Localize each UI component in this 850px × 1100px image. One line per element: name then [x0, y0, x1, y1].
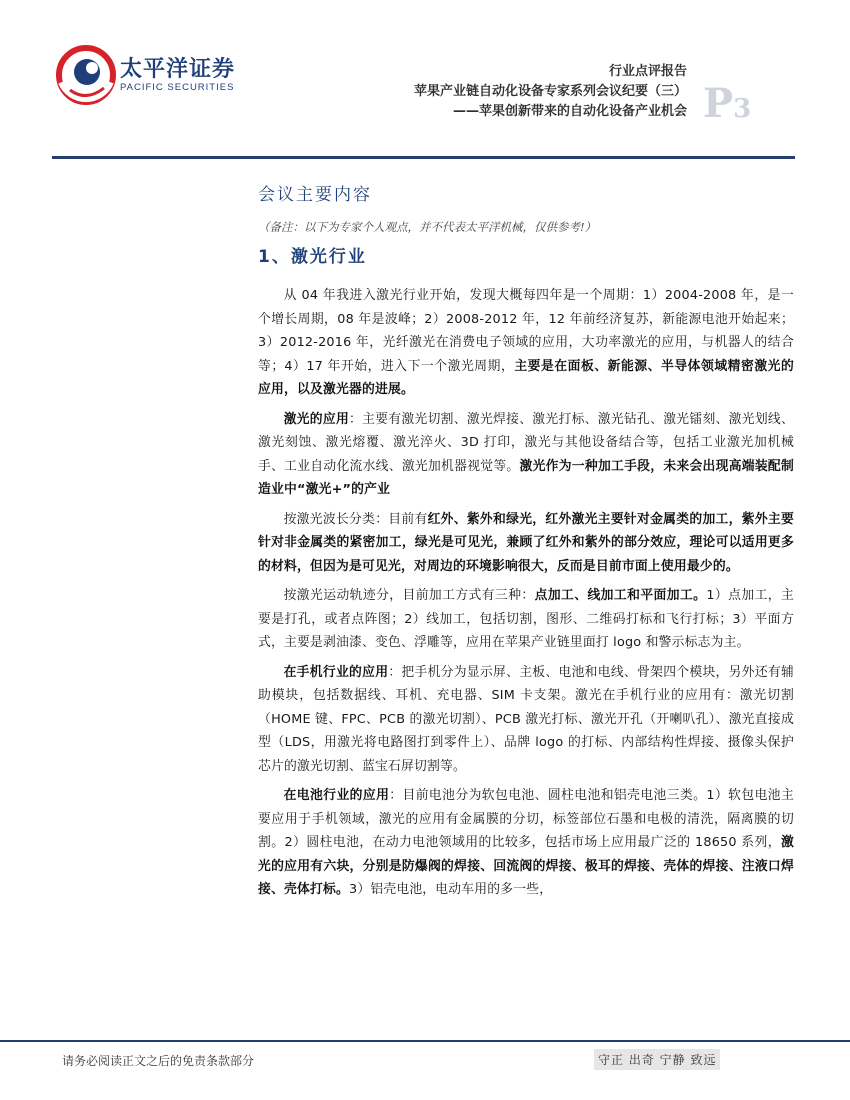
report-title: 苹果产业链自动化设备专家系列会议纪要（三）: [413, 84, 687, 99]
company-logo: [56, 42, 236, 108]
text-run: 从 04 年我进入激光行业开始，发现大概每四年是一个周期：1）2004-2008 年，是一个增长周期，08 年是波峰；2）2008-2012 年，12 年前经济复苏，新能源电池开始起来；3）2012-2016 年，光纤激光在消费电子领域的应用，大功率激光的应用，与机器人的结合等；4）17 年开始，进入下一个激光周期，: [258, 288, 794, 374]
logo-english-name: PACIFIC SECURITIES: [120, 82, 235, 93]
footer-disclaimer-notice: 请务必阅读正文之后的免责条款部分: [62, 1054, 255, 1068]
report-type-label: 行业点评报告: [608, 64, 687, 79]
section-title: 会议主要内容: [258, 185, 372, 205]
paragraph-laser-cycle: [258, 284, 794, 402]
emphasis-run: 在手机行业的应用: [283, 664, 389, 680]
paragraph-motion-track: [258, 584, 794, 655]
expert-disclaimer: （备注：以下为专家个人观点，并不代表太平洋机械，仅供参考!）: [258, 220, 597, 234]
main-content: [258, 180, 794, 902]
emphasis-run: 红外、紫外和绿光，红外激光主要针对金属类的加工，紫外主要针对非金属类的紧密加工，绿光是可见光，兼顾了红外和紫外的部分效应，理论可以适用更多的材料，但因为是可见光，对周边的环境影响很大，反而是目前市面上使用最少的。: [258, 511, 794, 574]
text-run: 按激光波长分类：目前有: [283, 511, 428, 527]
pacific-logo-icon: [56, 42, 116, 108]
logo-chinese-name: 太平洋证券: [120, 57, 236, 82]
footer-motto: 守正 出奇 宁静 致远: [594, 1049, 720, 1070]
text-run: ：目前电池分为软包电池、圆柱电池和铝壳电池三类。1）软包电池主要应用于手机领域，激光的应用有金属膜的分切，标签部位石墨和电极的清洗，隔离膜的切割。2）圆柱电池，在动力电池领域用的比较多，包括市场上应用最广泛的 18650 系列，: [258, 788, 794, 850]
text-run: 3）铝壳电池，电动车用的多一些，: [348, 882, 553, 897]
emphasis-run: 在电池行业的应用: [283, 788, 390, 803]
text-run: ：把手机分为显示屏、主板、电池和电线、骨架四个模块，另外还有辅助模块，包括数据线、耳机、充电器、SIM 卡支架。激光在手机行业的应用有：激光切割（HOME 键、FPC、PCB 的激光切割）、PCB 激光打标、激光开孔（开喇叭孔）、激光直接成型（LDS，用激光将电路图打到零件上）、品牌 logo 的打标、内部结构性焊接、摄像头保护芯片的激光切割、蓝宝石屏切割等。: [258, 664, 794, 774]
subsection-title: 1、激光行业: [258, 247, 367, 267]
page-letter: P: [703, 80, 734, 127]
paragraph-battery-industry: [258, 784, 794, 902]
text-run: ：主要有激光切割、激光焊接、激光打标、激光钻孔、激光镭刻、激光划线、激光刻蚀、激光熔覆、激光淬火、3D 打印，激光与其他设备结合等，包括工业激光加机械手、工业自动化流水线、激光加机器视觉等。: [258, 411, 794, 474]
emphasis-run: 激光作为一种加工手段，未来会出现高端装配制造业中“激光+”的产业: [258, 458, 794, 497]
footer-divider: [0, 1040, 850, 1042]
text-run: 1）点加工，主要是打孔，或者点阵图；2）线加工，包括切割，图形、二维码打标和飞行打标；3）平面方式，主要是剥油漆、变色、浮雕等，应用在苹果产业链里面打 logo 和警示标志为主。: [258, 588, 794, 650]
paragraph-wavelength: [258, 508, 794, 579]
paragraph-laser-applications: [258, 408, 794, 502]
report-subtitle: ——苹果创新带来的自动化设备产业机会: [452, 104, 687, 119]
emphasis-run: 主要是在面板、新能源、半导体领域精密激光的应用，以及激光器的进展。: [258, 358, 794, 397]
emphasis-run: 激光的应用: [283, 411, 350, 427]
paragraph-phone-industry: [258, 661, 794, 779]
emphasis-run: 点加工、线加工和平面加工。: [534, 588, 707, 603]
header-divider: [52, 156, 795, 159]
emphasis-run: 激光的应用有六块，分别是防爆阀的焊接、回流阀的焊接、极耳的焊接、壳体的焊接、注液口焊接、壳体打标。: [258, 835, 794, 897]
page-number: [703, 80, 751, 127]
text-run: 按激光运动轨迹分，目前加工方式有三种：: [283, 588, 535, 603]
page-digit: 3: [733, 94, 752, 124]
